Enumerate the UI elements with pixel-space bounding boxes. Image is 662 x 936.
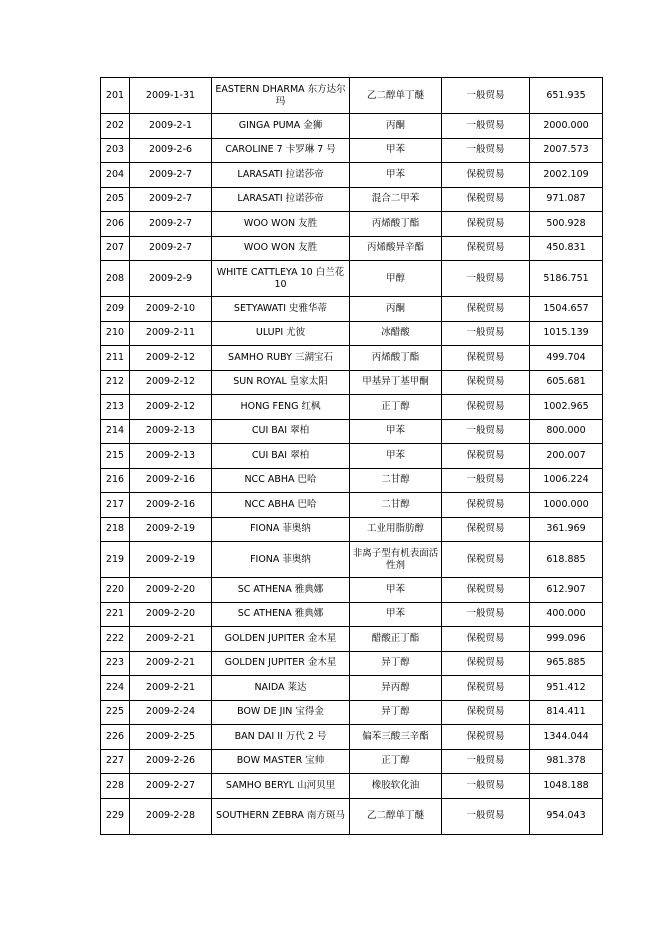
row-product: 丙酮: [350, 114, 442, 139]
row-ship-name: SAMHO RUBY 三湖宝石: [212, 346, 350, 371]
row-quantity: 1002.965: [530, 395, 603, 420]
row-trade-type: 保税贸易: [442, 297, 530, 322]
row-product: 正丁醇: [350, 395, 442, 420]
row-product: 甲苯: [350, 602, 442, 627]
row-trade-type: 保税贸易: [442, 700, 530, 725]
row-quantity: 361.969: [530, 517, 603, 542]
row-product: 冰醋酸: [350, 321, 442, 346]
row-number: 221: [101, 602, 130, 627]
row-number: 216: [101, 468, 130, 493]
row-ship-name: FIONA 菲奥纳: [212, 517, 350, 542]
table-row: [101, 517, 603, 542]
row-product: 异丙醇: [350, 676, 442, 701]
table-row: [101, 187, 603, 212]
row-number: 223: [101, 651, 130, 676]
row-quantity: 605.681: [530, 370, 603, 395]
row-product: 甲苯: [350, 578, 442, 603]
row-trade-type: 一般贸易: [442, 114, 530, 139]
row-ship-name: WHITE CATTLEYA 10 白兰花 10: [212, 261, 350, 297]
row-quantity: 1000.000: [530, 493, 603, 518]
row-number: 203: [101, 138, 130, 163]
row-date: 2009-2-21: [130, 676, 212, 701]
row-ship-name: SC ATHENA 雅典娜: [212, 602, 350, 627]
row-quantity: 5186.751: [530, 261, 603, 297]
table-row: [101, 468, 603, 493]
table-row: [101, 138, 603, 163]
row-product: 二甘醇: [350, 468, 442, 493]
row-date: 2009-2-13: [130, 444, 212, 469]
row-ship-name: CAROLINE 7 卡罗琳 7 号: [212, 138, 350, 163]
row-date: 2009-2-16: [130, 468, 212, 493]
row-ship-name: GINGA PUMA 金狮: [212, 114, 350, 139]
row-product: 非离子型有机表面活性剂: [350, 542, 442, 578]
row-trade-type: 保税贸易: [442, 370, 530, 395]
row-quantity: 800.000: [530, 419, 603, 444]
row-quantity: 651.935: [530, 78, 603, 114]
row-product: 丙酮: [350, 297, 442, 322]
row-trade-type: 保税贸易: [442, 676, 530, 701]
row-ship-name: SUN ROYAL 皇家太阳: [212, 370, 350, 395]
row-date: 2009-2-21: [130, 627, 212, 652]
table-row: [101, 749, 603, 774]
row-number: 215: [101, 444, 130, 469]
row-trade-type: 保税贸易: [442, 346, 530, 371]
row-quantity: 500.928: [530, 212, 603, 237]
row-date: 2009-2-9: [130, 261, 212, 297]
table-row: [101, 602, 603, 627]
row-quantity: 981.378: [530, 749, 603, 774]
row-quantity: 200.007: [530, 444, 603, 469]
row-trade-type: 保税贸易: [442, 163, 530, 188]
row-product: 甲苯: [350, 138, 442, 163]
row-quantity: 814.411: [530, 700, 603, 725]
row-ship-name: EASTERN DHARMA 东方达尔玛: [212, 78, 350, 114]
row-product: 丙烯酸丁酯: [350, 346, 442, 371]
row-number: 224: [101, 676, 130, 701]
row-date: 2009-2-20: [130, 602, 212, 627]
row-quantity: 1504.657: [530, 297, 603, 322]
row-trade-type: 保税贸易: [442, 578, 530, 603]
row-date: 2009-1-31: [130, 78, 212, 114]
row-number: 206: [101, 212, 130, 237]
table-row: [101, 114, 603, 139]
row-date: 2009-2-28: [130, 798, 212, 834]
row-date: 2009-2-16: [130, 493, 212, 518]
row-trade-type: 一般贸易: [442, 798, 530, 834]
row-product: 异丁醇: [350, 651, 442, 676]
table-row: [101, 78, 603, 114]
row-trade-type: 一般贸易: [442, 261, 530, 297]
row-quantity: 612.907: [530, 578, 603, 603]
table-row: [101, 444, 603, 469]
row-product: 二甘醇: [350, 493, 442, 518]
row-date: 2009-2-7: [130, 187, 212, 212]
table-row: [101, 725, 603, 750]
row-ship-name: GOLDEN JUPITER 金木星: [212, 627, 350, 652]
row-product: 混合二甲苯: [350, 187, 442, 212]
row-product: 丙烯酸丁酯: [350, 212, 442, 237]
row-trade-type: 保税贸易: [442, 212, 530, 237]
table-row: [101, 212, 603, 237]
row-number: 210: [101, 321, 130, 346]
row-trade-type: 保税贸易: [442, 651, 530, 676]
row-date: 2009-2-12: [130, 370, 212, 395]
row-date: 2009-2-27: [130, 774, 212, 799]
table-row: [101, 370, 603, 395]
row-quantity: 400.000: [530, 602, 603, 627]
row-date: 2009-2-13: [130, 419, 212, 444]
row-date: 2009-2-25: [130, 725, 212, 750]
row-trade-type: 保税贸易: [442, 627, 530, 652]
row-date: 2009-2-20: [130, 578, 212, 603]
row-ship-name: BAN DAI II 万代 2 号: [212, 725, 350, 750]
row-product: 偏苯三酸三辛酯: [350, 725, 442, 750]
row-date: 2009-2-11: [130, 321, 212, 346]
row-product: 丙烯酸异辛酯: [350, 236, 442, 261]
row-number: 214: [101, 419, 130, 444]
row-number: 204: [101, 163, 130, 188]
row-trade-type: 一般贸易: [442, 78, 530, 114]
row-number: 222: [101, 627, 130, 652]
row-product: 甲苯: [350, 163, 442, 188]
table-row: [101, 700, 603, 725]
row-date: 2009-2-7: [130, 212, 212, 237]
row-quantity: 1344.044: [530, 725, 603, 750]
row-date: 2009-2-19: [130, 542, 212, 578]
row-ship-name: BOW MASTER 宝帅: [212, 749, 350, 774]
row-quantity: 1015.139: [530, 321, 603, 346]
row-date: 2009-2-21: [130, 651, 212, 676]
row-date: 2009-2-12: [130, 346, 212, 371]
row-number: 217: [101, 493, 130, 518]
row-number: 201: [101, 78, 130, 114]
row-number: 227: [101, 749, 130, 774]
row-ship-name: NCC ABHA 巴哈: [212, 493, 350, 518]
row-date: 2009-2-12: [130, 395, 212, 420]
row-date: 2009-2-1: [130, 114, 212, 139]
row-trade-type: 一般贸易: [442, 774, 530, 799]
row-trade-type: 保税贸易: [442, 187, 530, 212]
row-product: 异丁醇: [350, 700, 442, 725]
row-number: 219: [101, 542, 130, 578]
row-trade-type: 一般贸易: [442, 749, 530, 774]
row-quantity: 1006.224: [530, 468, 603, 493]
row-quantity: 2000.000: [530, 114, 603, 139]
table-row: [101, 297, 603, 322]
row-number: 213: [101, 395, 130, 420]
row-number: 220: [101, 578, 130, 603]
row-ship-name: SETYAWATI 史雅华蒂: [212, 297, 350, 322]
table-row: [101, 163, 603, 188]
table-row: [101, 651, 603, 676]
table-row: [101, 578, 603, 603]
row-date: 2009-2-19: [130, 517, 212, 542]
records-body: [101, 78, 603, 835]
row-ship-name: ULUPI 尤彼: [212, 321, 350, 346]
row-product: 甲苯: [350, 444, 442, 469]
table-row: [101, 346, 603, 371]
row-ship-name: NCC ABHA 巴哈: [212, 468, 350, 493]
table-row: [101, 419, 603, 444]
row-product: 甲苯: [350, 419, 442, 444]
row-ship-name: NAIDA 莱达: [212, 676, 350, 701]
table-row: [101, 236, 603, 261]
row-quantity: 450.831: [530, 236, 603, 261]
row-quantity: 1048.188: [530, 774, 603, 799]
row-number: 202: [101, 114, 130, 139]
table-row: [101, 493, 603, 518]
row-ship-name: GOLDEN JUPITER 金木星: [212, 651, 350, 676]
row-ship-name: CUI BAI 翠柏: [212, 444, 350, 469]
table-row: [101, 395, 603, 420]
row-ship-name: WOO WON 友胜: [212, 236, 350, 261]
row-number: 228: [101, 774, 130, 799]
row-product: 甲醇: [350, 261, 442, 297]
row-quantity: 2002.109: [530, 163, 603, 188]
row-quantity: 951.412: [530, 676, 603, 701]
row-trade-type: 保税贸易: [442, 493, 530, 518]
row-date: 2009-2-7: [130, 163, 212, 188]
row-quantity: 965.885: [530, 651, 603, 676]
row-trade-type: 保税贸易: [442, 542, 530, 578]
row-number: 205: [101, 187, 130, 212]
row-quantity: 971.087: [530, 187, 603, 212]
row-product: 醋酸正丁酯: [350, 627, 442, 652]
table-row: [101, 261, 603, 297]
row-ship-name: WOO WON 友胜: [212, 212, 350, 237]
row-ship-name: BOW DE JIN 宝得金: [212, 700, 350, 725]
row-number: 209: [101, 297, 130, 322]
row-trade-type: 保税贸易: [442, 236, 530, 261]
row-product: 乙二醇单丁醚: [350, 78, 442, 114]
table-row: [101, 321, 603, 346]
row-date: 2009-2-10: [130, 297, 212, 322]
row-number: 229: [101, 798, 130, 834]
row-product: 甲基异丁基甲酮: [350, 370, 442, 395]
row-trade-type: 保税贸易: [442, 395, 530, 420]
row-number: 208: [101, 261, 130, 297]
row-quantity: 499.704: [530, 346, 603, 371]
row-date: 2009-2-24: [130, 700, 212, 725]
row-product: 工业用脂肪醇: [350, 517, 442, 542]
row-trade-type: 保税贸易: [442, 725, 530, 750]
table-row: [101, 676, 603, 701]
table-row: [101, 542, 603, 578]
row-number: 225: [101, 700, 130, 725]
row-product: 乙二醇单丁醚: [350, 798, 442, 834]
row-ship-name: CUI BAI 翠柏: [212, 419, 350, 444]
row-trade-type: 保税贸易: [442, 517, 530, 542]
row-trade-type: 一般贸易: [442, 321, 530, 346]
row-ship-name: LARASATI 拉诺莎帝: [212, 163, 350, 188]
row-ship-name: SAMHO BERYL 山河贝里: [212, 774, 350, 799]
row-date: 2009-2-6: [130, 138, 212, 163]
table-row: [101, 774, 603, 799]
row-number: 207: [101, 236, 130, 261]
row-number: 211: [101, 346, 130, 371]
row-ship-name: SOUTHERN ZEBRA 南方斑马: [212, 798, 350, 834]
row-trade-type: 一般贸易: [442, 138, 530, 163]
row-trade-type: 一般贸易: [442, 468, 530, 493]
row-quantity: 999.096: [530, 627, 603, 652]
row-product: 橡胶软化油: [350, 774, 442, 799]
row-trade-type: 一般贸易: [442, 602, 530, 627]
row-trade-type: 一般贸易: [442, 419, 530, 444]
records-table: [100, 77, 603, 835]
row-number: 212: [101, 370, 130, 395]
row-number: 218: [101, 517, 130, 542]
row-date: 2009-2-7: [130, 236, 212, 261]
row-date: 2009-2-26: [130, 749, 212, 774]
row-product: 正丁醇: [350, 749, 442, 774]
row-quantity: 618.885: [530, 542, 603, 578]
row-trade-type: 保税贸易: [442, 444, 530, 469]
row-ship-name: FIONA 菲奥纳: [212, 542, 350, 578]
row-quantity: 2007.573: [530, 138, 603, 163]
row-quantity: 954.043: [530, 798, 603, 834]
table-row: [101, 627, 603, 652]
row-ship-name: LARASATI 拉诺莎帝: [212, 187, 350, 212]
row-ship-name: HONG FENG 红枫: [212, 395, 350, 420]
row-number: 226: [101, 725, 130, 750]
row-ship-name: SC ATHENA 雅典娜: [212, 578, 350, 603]
table-row: [101, 798, 603, 834]
